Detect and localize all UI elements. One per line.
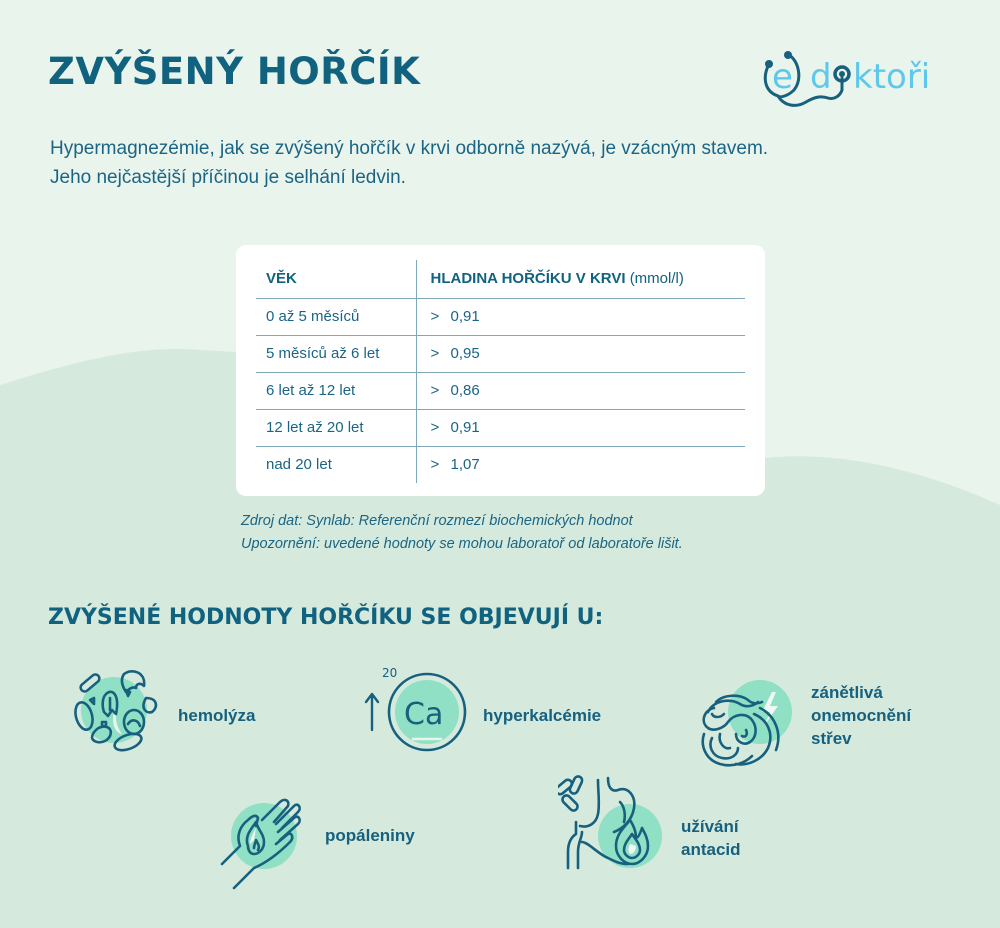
cell-age: nad 20 let (256, 446, 416, 483)
page-title: ZVÝŠENÝ HOŘČÍK (48, 50, 421, 93)
cause-ibd-label: zánětlivá onemocnění střev (811, 683, 912, 748)
stomach-antacid-icon (558, 772, 668, 872)
cell-age: 6 let až 12 let (256, 372, 416, 409)
header-level-label: HLADINA HOŘČÍKU V KRVI (430, 270, 626, 288)
cell-value: > 1,07 (430, 456, 480, 474)
stethoscope-logo-icon (758, 40, 958, 110)
cell-value: > 0,91 (416, 298, 745, 335)
svg-text:Ca: Ca (404, 697, 444, 732)
table-row (256, 409, 745, 446)
table-row (256, 446, 745, 483)
inflamed-intestine-icon (694, 672, 800, 776)
source-line: Zdroj dat: Synlab: Referenční rozmezí biochemických hodnot (241, 513, 633, 529)
table-row (256, 335, 745, 372)
header-level (416, 260, 745, 298)
table-row (256, 372, 745, 409)
cell-value: > 0,91 (416, 409, 745, 446)
blood-cells-icon (66, 664, 161, 754)
svg-text:20: 20 (382, 666, 398, 680)
cell-age: 12 let až 20 let (256, 409, 416, 446)
table-row (256, 298, 745, 335)
causes-title: ZVÝŠENÉ HODNOTY HOŘČÍKU SE OBJEVUJÍ U: (48, 605, 604, 630)
edoktori-logo[interactable] (758, 40, 958, 110)
intro-line-2: Jeho nejčastější příčinou je selhání ledvin. (50, 167, 406, 188)
svg-text:ktoři: ktoři (853, 57, 931, 97)
cause-popaleniny-label: popáleniny (325, 826, 415, 845)
reference-table (256, 260, 745, 483)
table-header-row (256, 260, 745, 298)
intro-line-1: Hypermagnezémie, jak se zvýšený hořčík v krvi odborně nazývá, je vzácným stavem. (50, 138, 769, 159)
cause-hemolyza-label: hemolýza (178, 706, 256, 725)
cause-antacid-label: užívání antacid (681, 817, 741, 859)
disclaimer-line: Upozornění: uvedené hodnoty se mohou laboratoř od laboratoře lišit. (241, 536, 683, 552)
cause-hyperkalcemie-label: hyperkalcémie (483, 706, 602, 725)
cell-age: 5 měsíců až 6 let (256, 335, 416, 372)
reference-table-card (236, 245, 765, 496)
cell-age: 0 až 5 měsíců (256, 298, 416, 335)
cell-value: > 0,86 (416, 372, 745, 409)
header-age: VĚK (256, 260, 416, 298)
burned-hand-icon (218, 796, 318, 890)
source-note (241, 510, 683, 556)
svg-text:e: e (772, 57, 793, 97)
header-unit: (mmol/l) (629, 270, 684, 288)
cell-value: > 0,95 (416, 335, 745, 372)
intro-text (50, 134, 850, 192)
calcium-element-icon (360, 660, 470, 760)
svg-text:d: d (810, 57, 832, 97)
